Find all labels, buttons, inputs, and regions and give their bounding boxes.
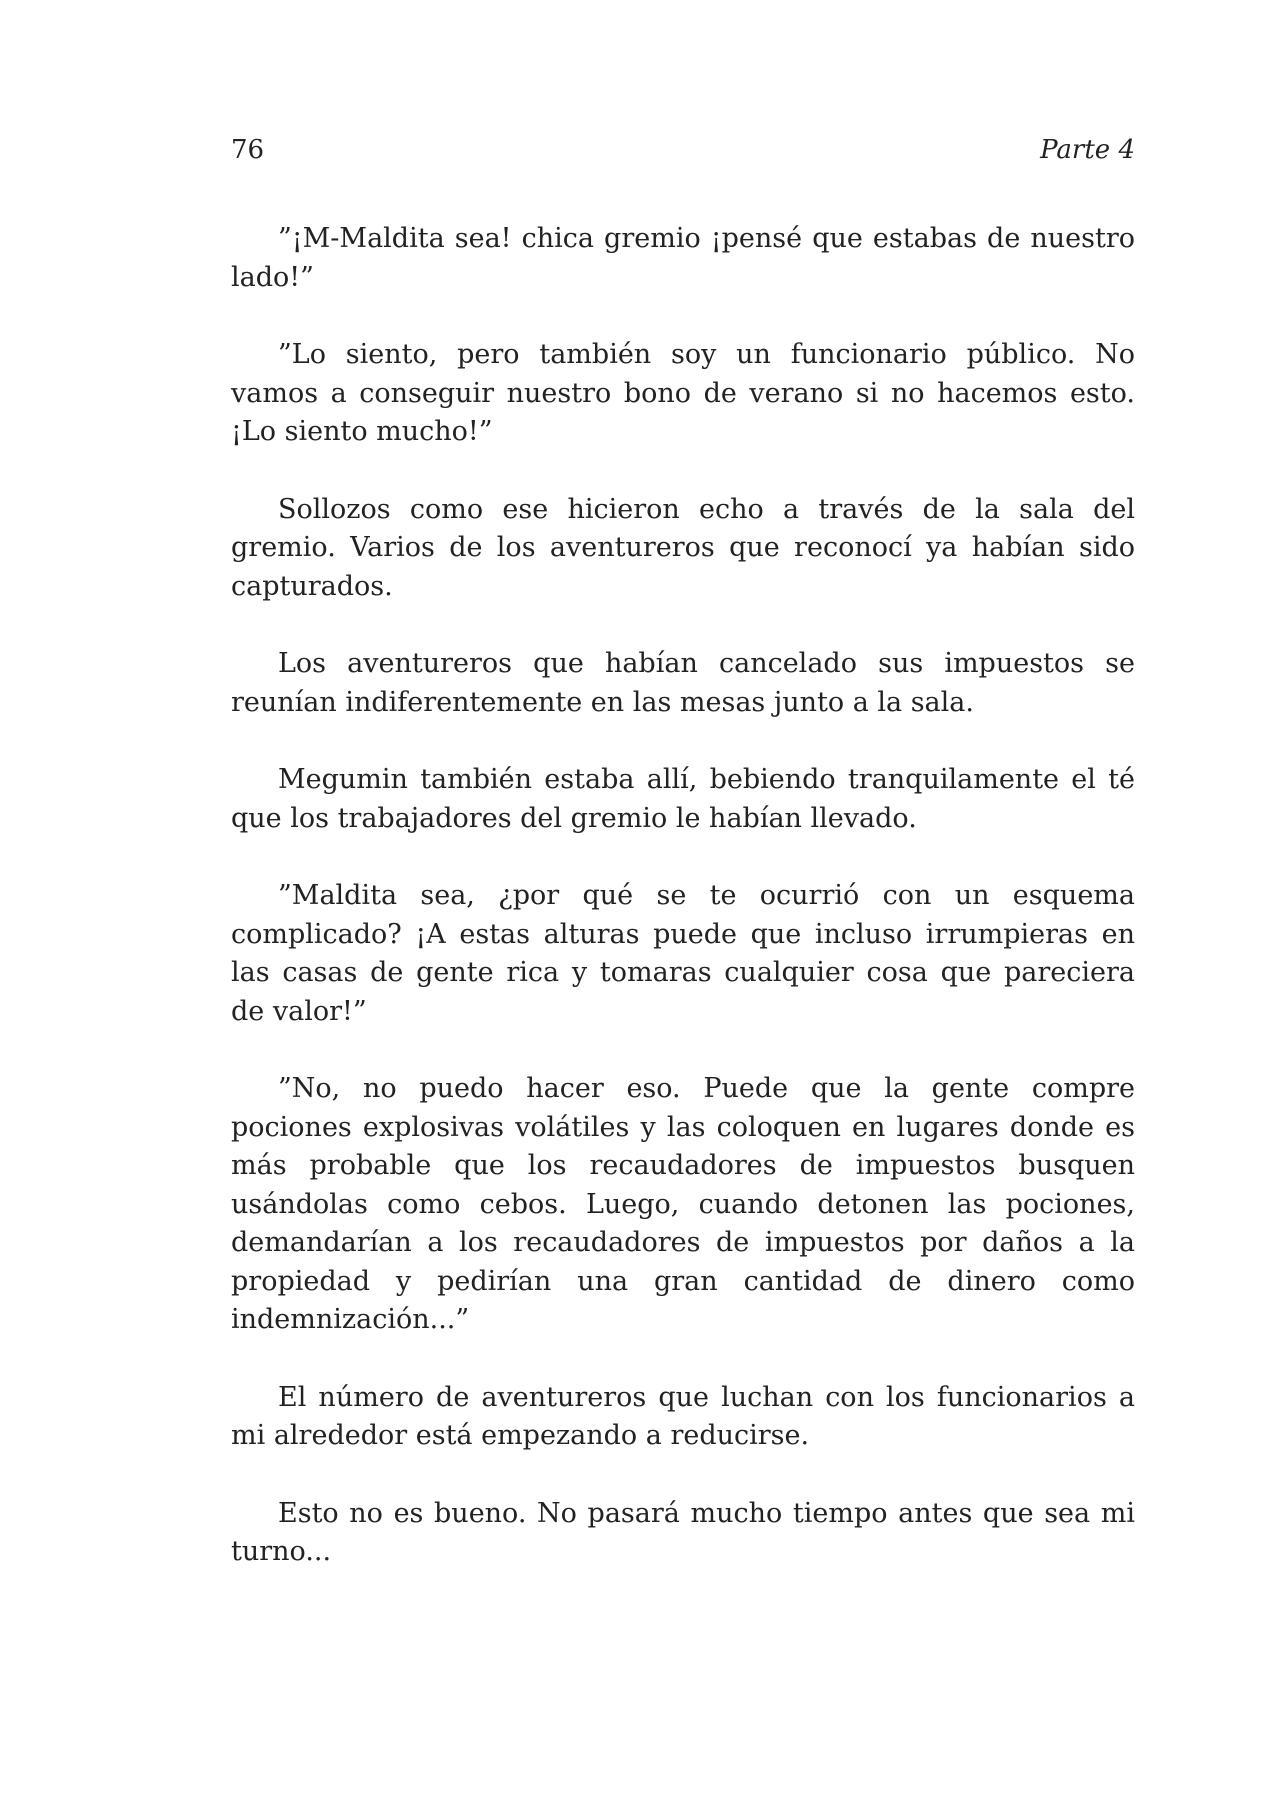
paragraph: Esto no es bueno. No pasará mucho tiempo antes que sea mi turno... xyxy=(231,1497,1135,1567)
paragraph: ”Lo siento, pero también soy un funcionario público. No vamos a conseguir nuestro bono de verano si no hacemos esto. ¡Lo siento mucho!” xyxy=(231,339,1135,447)
page-number: 76 xyxy=(231,135,265,165)
page-header xyxy=(231,130,1135,170)
body-text xyxy=(231,220,1135,1611)
paragraph: ”Maldita sea, ¿por qué se te ocurrió con un esquema complicado? ¡A estas alturas puede que incluso irrumpieras en las casas de gente rica y tomaras cualquier cosa que pareciera de valor!” xyxy=(231,880,1135,1027)
paragraph: ”¡M-Maldita sea! chica gremio ¡pensé que estabas de nuestro lado!” xyxy=(231,223,1135,293)
paragraph: El número de aventureros que luchan con los funcionarios a mi alrededor está empezando a reducirse. xyxy=(231,1381,1135,1451)
paragraph: Los aventureros que habían cancelado sus impuestos se reunían indiferentemente en las mesas junto a la sala. xyxy=(231,648,1135,718)
running-head: Parte 4 xyxy=(1040,135,1135,165)
paragraph: Megumin también estaba allí, bebiendo tranquilamente el té que los trabajadores del gremio le habían llevado. xyxy=(231,764,1135,834)
paragraph: Sollozos como ese hicieron echo a través de la sala del gremio. Varios de los aventureros que reconocí ya habían sido capturados. xyxy=(231,493,1135,602)
paragraph: ”No, no puedo hacer eso. Puede que la gente compre pociones explosivas volátiles y las coloquen en lugares donde es más probable que los recaudadores de impuestos busquen usándolas como cebos. Luego, cuando detonen las pociones, demandarían a los recaudadores de impuestos por daños a la propiedad y pedirían una gran cantidad de dinero como indemnización...” xyxy=(231,1073,1135,1335)
